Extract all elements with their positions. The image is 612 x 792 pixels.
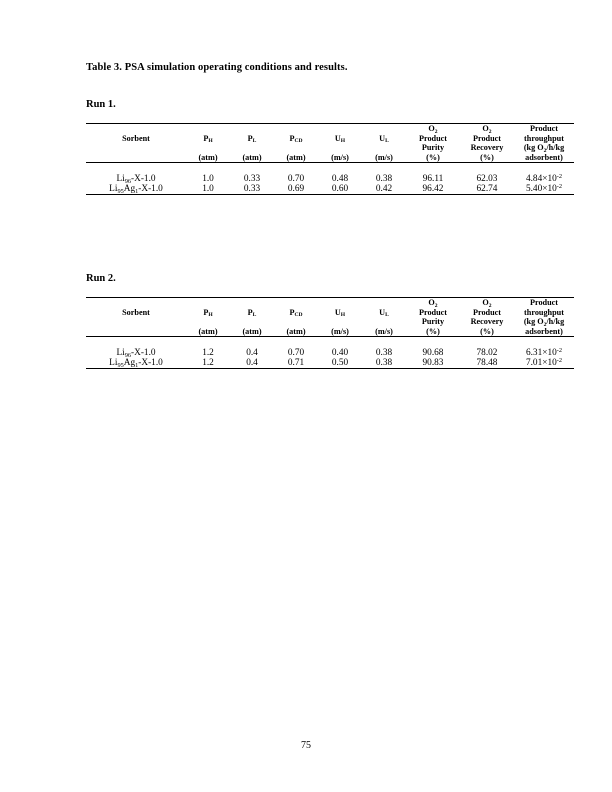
header-pcd: $P_{CD}$ xyxy=(274,124,318,154)
unit-throughput: adsorbent) xyxy=(514,327,574,337)
unit-sorbent xyxy=(86,327,186,337)
cell-sorbent: $Li_{95}Ag_1-X-1.0$ xyxy=(86,184,186,195)
header-uh: $U_H$ xyxy=(318,124,362,154)
table-row xyxy=(86,358,574,369)
cell-ul: 0.42 xyxy=(362,184,406,195)
unit-sorbent xyxy=(86,153,186,163)
table-row xyxy=(86,337,574,359)
unit-uh: (m/s) xyxy=(318,153,362,163)
header-ul: $U_L$ xyxy=(362,124,406,154)
header-o2-recovery: $O_2$ Product Recovery xyxy=(460,298,514,328)
header-pl: $P_L$ xyxy=(230,124,274,154)
header-uh: $U_H$ xyxy=(318,298,362,328)
header-ph: $P_H$ xyxy=(186,124,230,154)
unit-o2-purity: (%) xyxy=(406,327,460,337)
cell-o2-purity: 96.11 xyxy=(422,174,444,185)
cell-throughput: $5.40\times 10^{-2}$ xyxy=(514,184,574,195)
cell-ph: 1.2 xyxy=(202,348,214,359)
header-o2-purity: $O_2$ Product Purity xyxy=(406,124,460,154)
table-run-2 xyxy=(86,297,574,369)
cell-o2-recovery: 62.03 xyxy=(476,174,498,185)
cell-uh: 0.60 xyxy=(318,184,362,195)
table-unit-row xyxy=(86,327,574,337)
cell-pl: 0.4 xyxy=(246,348,258,359)
cell-throughput: $4.84\times 10^{-2}$ xyxy=(525,173,563,185)
header-ph: $P_H$ xyxy=(186,298,230,328)
header-o2-purity: $O_2$ Product Purity xyxy=(406,298,460,328)
unit-o2-recovery: (%) xyxy=(460,153,514,163)
header-sorbent: Sorbent xyxy=(86,298,186,328)
table-row xyxy=(86,163,574,185)
cell-o2-purity: 90.68 xyxy=(422,348,444,359)
unit-pl: (atm) xyxy=(230,327,274,337)
header-throughput: Product throughput (kg $O_2/h/kg$ xyxy=(514,124,574,154)
cell-throughput: $6.31\times 10^{-2}$ xyxy=(525,347,563,359)
cell-ul: 0.38 xyxy=(375,174,393,185)
cell-pcd: 0.70 xyxy=(287,174,305,185)
unit-pcd: (atm) xyxy=(274,327,318,337)
cell-sorbent: $Li_{96}-X-1.0$ xyxy=(116,174,156,185)
header-ul: $U_L$ xyxy=(362,298,406,328)
table-header-row xyxy=(86,298,574,328)
cell-o2-purity: 90.83 xyxy=(406,358,460,369)
unit-ul: (m/s) xyxy=(362,327,406,337)
header-pcd: $P_{CD}$ xyxy=(274,298,318,328)
cell-o2-recovery: 62.74 xyxy=(460,184,514,195)
header-o2-recovery: $O_2$ Product Recovery xyxy=(460,124,514,154)
cell-sorbent: $Li_{95}Ag_1-X-1.0$ xyxy=(86,358,186,369)
unit-throughput: adsorbent) xyxy=(514,153,574,163)
header-throughput: Product throughput (kg $O_2/h/kg$ xyxy=(514,298,574,328)
cell-ph: 1.0 xyxy=(202,174,214,185)
header-sorbent: Sorbent xyxy=(86,124,186,154)
cell-ul: 0.38 xyxy=(375,348,393,359)
cell-o2-recovery: 78.02 xyxy=(476,348,498,359)
cell-ul: 0.38 xyxy=(362,358,406,369)
cell-pl: 0.4 xyxy=(230,358,274,369)
table-header-row xyxy=(86,124,574,154)
cell-ph: 1.0 xyxy=(186,184,230,195)
cell-pl: 0.33 xyxy=(243,174,261,185)
page-number: 75 xyxy=(301,740,311,751)
table-row xyxy=(86,184,574,195)
cell-ph: 1.2 xyxy=(186,358,230,369)
cell-pl: 0.33 xyxy=(230,184,274,195)
unit-o2-recovery: (%) xyxy=(460,327,514,337)
unit-o2-purity: (%) xyxy=(406,153,460,163)
run-2-label: Run 2. xyxy=(86,273,116,284)
cell-uh: 0.48 xyxy=(331,174,349,185)
cell-throughput: $7.01\times 10^{-2}$ xyxy=(514,358,574,369)
cell-pcd: 0.71 xyxy=(274,358,318,369)
cell-sorbent: $Li_{96}-X-1.0$ xyxy=(116,348,156,359)
cell-o2-purity: 96.42 xyxy=(406,184,460,195)
unit-uh: (m/s) xyxy=(318,327,362,337)
cell-pcd: 0.70 xyxy=(287,348,305,359)
cell-uh: 0.50 xyxy=(318,358,362,369)
table-unit-row xyxy=(86,153,574,163)
cell-uh: 0.40 xyxy=(331,348,349,359)
cell-pcd: 0.69 xyxy=(274,184,318,195)
unit-pcd: (atm) xyxy=(274,153,318,163)
unit-ul: (m/s) xyxy=(362,153,406,163)
cell-o2-recovery: 78.48 xyxy=(460,358,514,369)
run-1-label: Run 1. xyxy=(86,99,116,110)
header-pl: $P_L$ xyxy=(230,298,274,328)
unit-ph: (atm) xyxy=(186,327,230,337)
table-run-1 xyxy=(86,123,574,195)
unit-ph: (atm) xyxy=(186,153,230,163)
unit-pl: (atm) xyxy=(230,153,274,163)
page-title: Table 3. PSA simulation operating conditions and results. xyxy=(86,62,348,73)
